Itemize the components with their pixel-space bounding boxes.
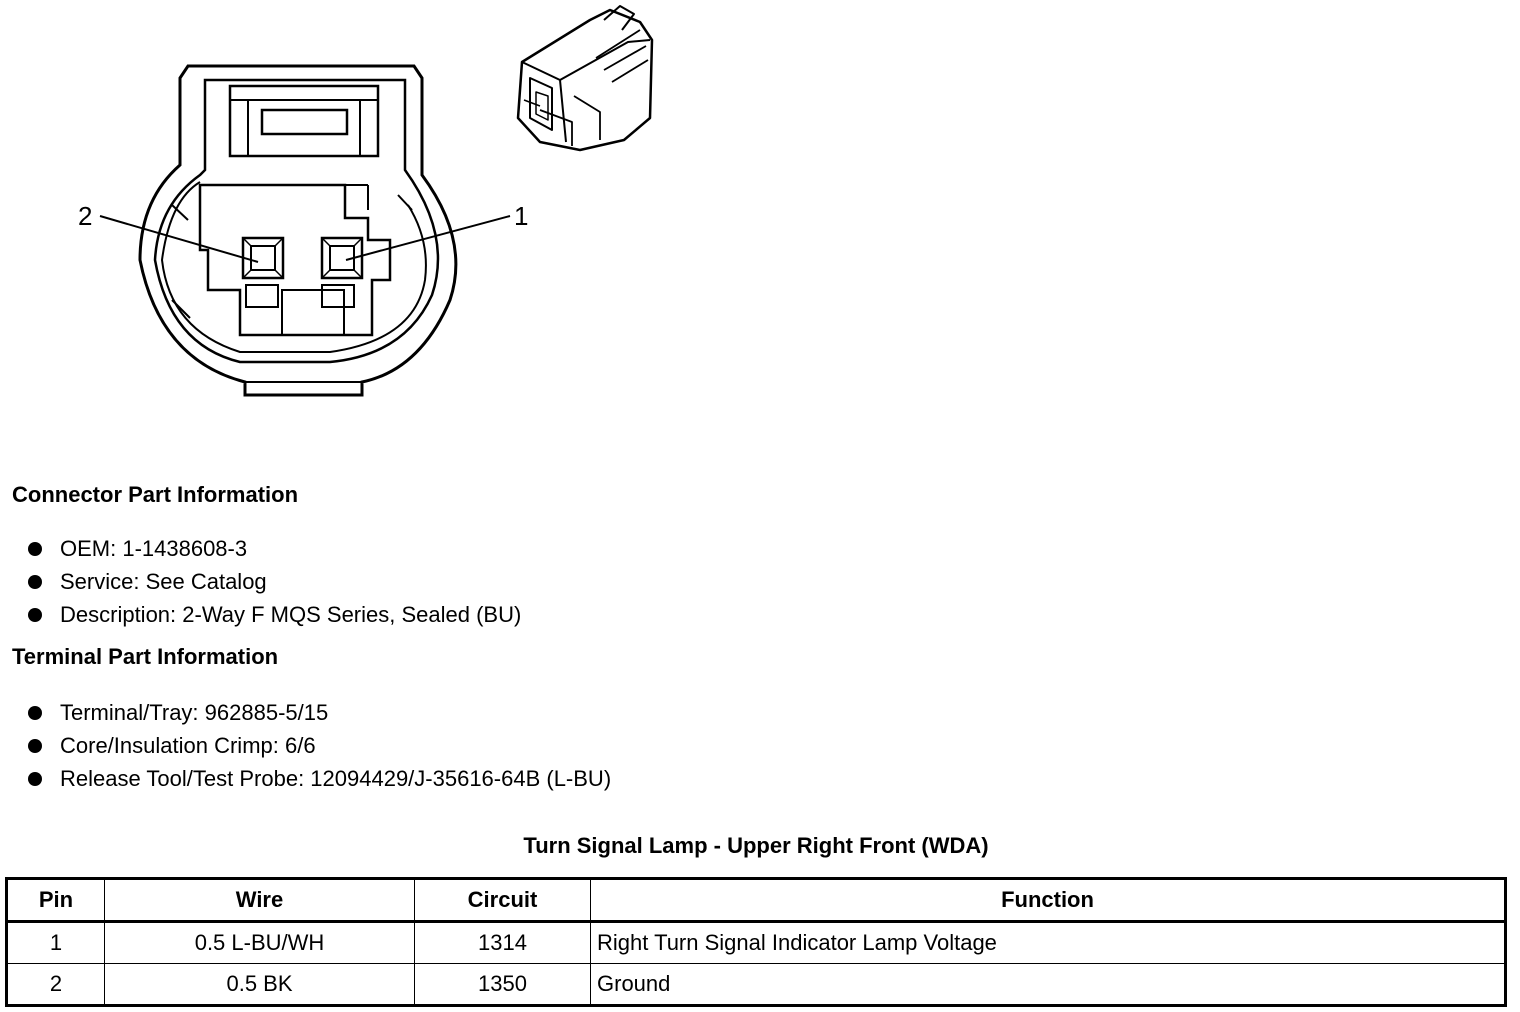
cell-wire: 0.5 BK [105,964,415,1006]
cell-pin: 2 [7,964,105,1006]
table-row [7,964,1506,1006]
list-item [28,565,521,598]
connector-description: Description: 2-Way F MQS Series, Sealed (BU) [60,602,522,627]
column-header-wire: Wire [105,879,415,922]
list-item [28,532,521,565]
pinout-table [5,877,1507,1007]
connector-face-diagram [140,66,456,395]
list-item [28,696,611,729]
bullet-icon [28,739,42,753]
cell-circuit: 1314 [415,922,591,964]
terminal-tray: Terminal/Tray: 962885-5/15 [60,700,329,725]
terminal-release-tool: Release Tool/Test Probe: 12094429/J-35616-64B (L-BU) [60,766,612,791]
bullet-icon [28,542,42,556]
pin-2-callout: 2 [78,201,93,231]
bullet-icon [28,608,42,622]
column-header-pin: Pin [7,879,105,922]
cell-pin: 1 [7,922,105,964]
terminal-part-heading: Terminal Part Information [12,644,279,669]
cell-function: Ground [591,964,1506,1006]
bullet-icon [28,772,42,786]
cell-circuit: 1350 [415,964,591,1006]
terminal-part-list [28,696,611,795]
list-item [28,598,521,631]
cell-wire: 0.5 L-BU/WH [105,922,415,964]
connector-part-heading: Connector Part Information [12,482,299,507]
table-row [7,922,1506,964]
connector-diagram [0,0,700,420]
connector-oem: OEM: 1-1438608-3 [60,536,248,561]
bullet-icon [28,575,42,589]
connector-part-list [28,532,521,631]
column-header-function: Function [591,879,1506,922]
table-title: Turn Signal Lamp - Upper Right Front (WDA) [523,833,989,858]
list-item [28,762,611,795]
connector-3d-view [518,6,652,150]
connector-service: Service: See Catalog [60,569,267,594]
column-header-circuit: Circuit [415,879,591,922]
bullet-icon [28,706,42,720]
table-header-row [7,879,1506,922]
pin-1-callout: 1 [514,201,529,231]
list-item [28,729,611,762]
cell-function: Right Turn Signal Indicator Lamp Voltage [591,922,1506,964]
terminal-crimp: Core/Insulation Crimp: 6/6 [60,733,316,758]
